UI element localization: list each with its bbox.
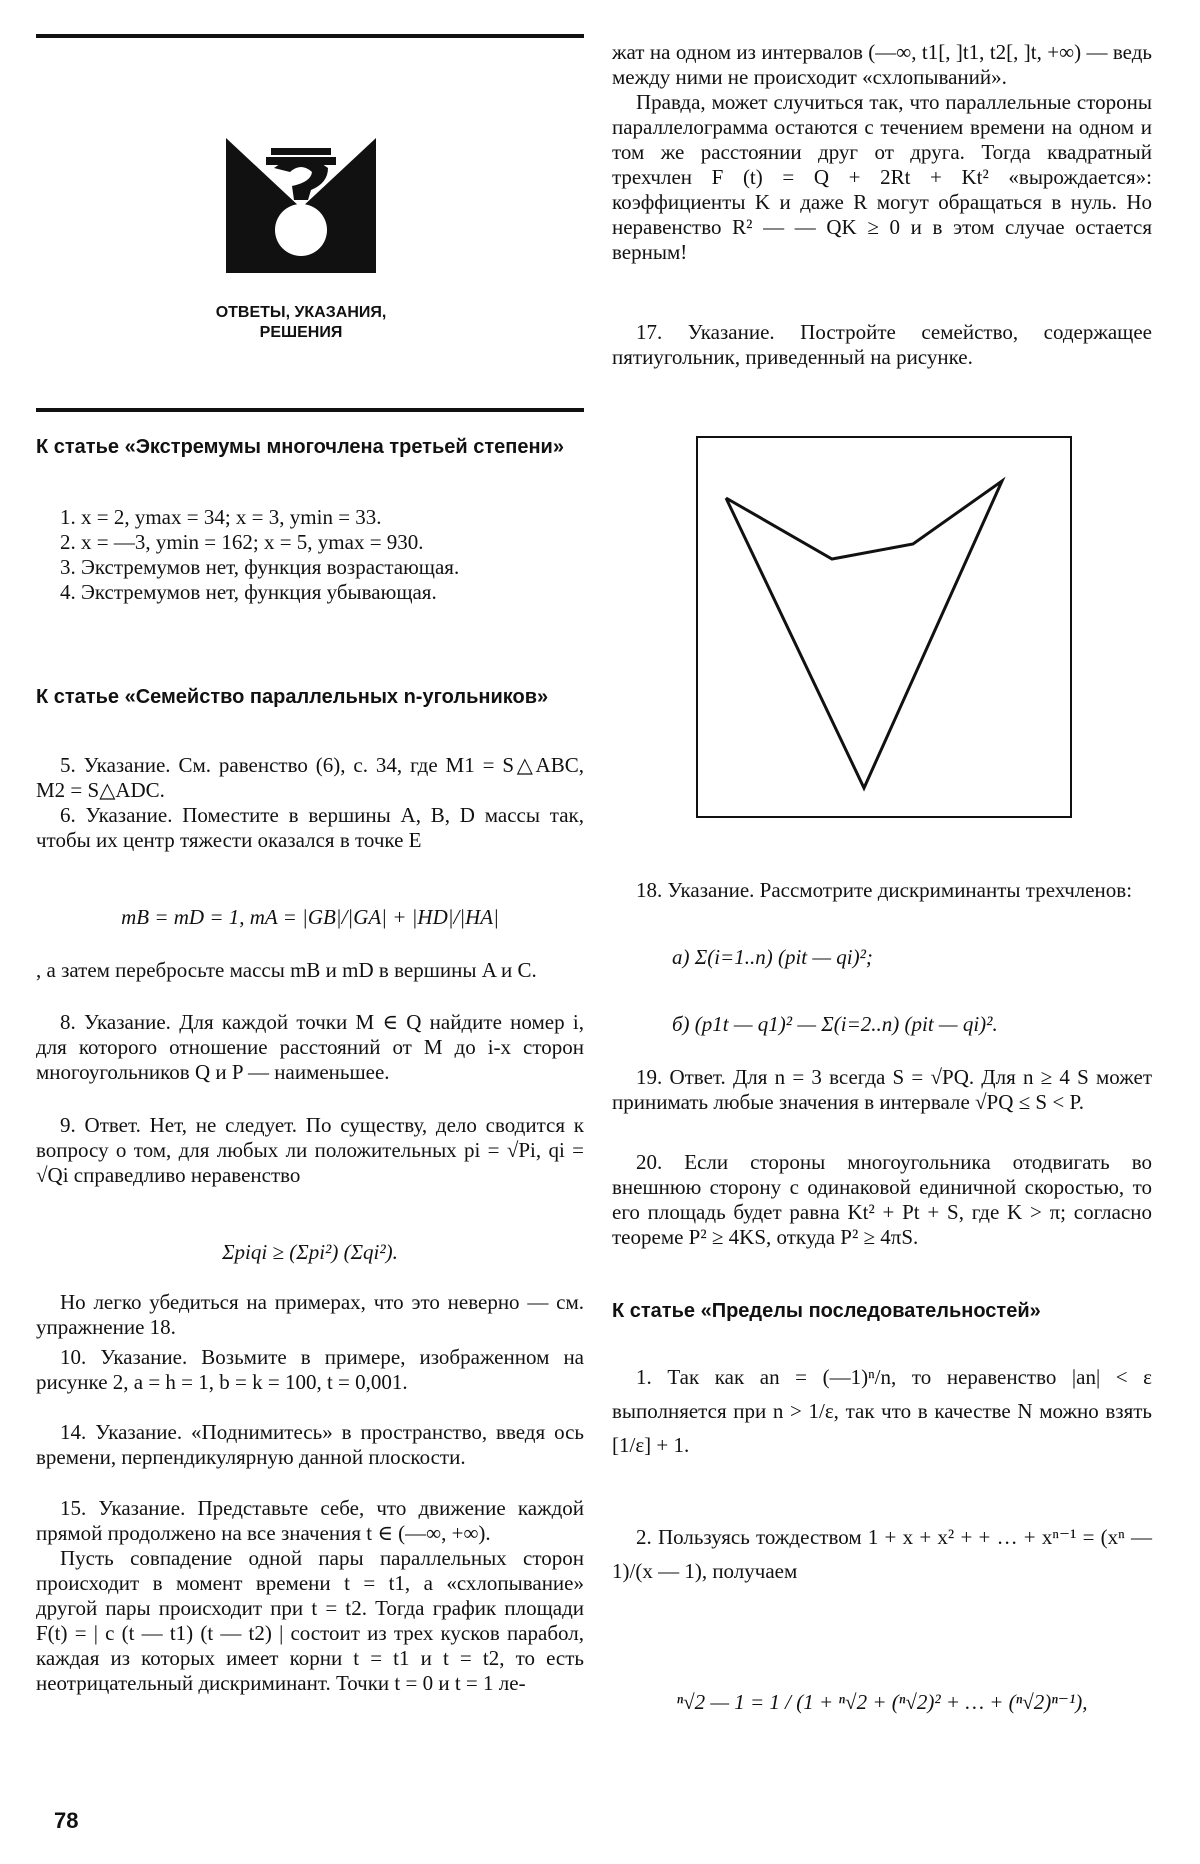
pentagon-figure-svg	[696, 436, 1072, 818]
answer-1: 1. x = 2, ymax = 34; x = 3, ymin = 33. 2. x = —3, ymin = 162; x = 5, ymax = 930. 3. Экстремумов нет, функция возрастающая. 4. Экстремумов нет, функция убывающая.	[60, 505, 460, 604]
answer-17: 17. Указание. Постройте семейство, содержащее пятиугольник, приведенный на рисунке.	[612, 320, 1152, 369]
answer-limits-1: 1. Так как an = (—1)ⁿ/n, то неравенство |an| < ε выполняется при n > 1/ε, так что в качестве N можно взять [1/ε] + 1.	[612, 1365, 1152, 1457]
article-heading-limits: К статье «Пределы последовательностей»	[612, 1300, 1041, 1322]
article-heading-extremes: К статье «Экстремумы многочлена третьей степени»	[36, 436, 564, 458]
answer-10: 10. Указание. Возьмите в примере, изображенном на рисунке 2, a = h = 1, b = k = 100, t = 0,001.	[36, 1345, 584, 1394]
section-logo	[226, 138, 376, 273]
answer-18-a: а) Σ(i=1..n) (pit — qi)²;	[672, 945, 873, 969]
answer-19: 19. Ответ. Для n = 3 всегда S = √PQ. Для n ≥ 4 S может принимать любые значения в интервале √PQ ≤ S < P.	[612, 1065, 1152, 1114]
answer-9: 9. Ответ. Нет, не следует. По существу, дело сводится к вопросу о том, для любых ли положительных pi = √Pi, qi = √Qi справедливо неравенство	[36, 1113, 584, 1187]
answer-14: 14. Указание. «Поднимитесь» в пространство, введя ось времени, перпендикулярную данной плоскости.	[36, 1420, 584, 1469]
article-heading-polygons: К статье «Семейство параллельных n-угольников»	[36, 686, 549, 708]
formula-9: Σpiqi ≥ (Σpi²) (Σqi²).	[222, 1240, 398, 1264]
formula-limits-2: ⁿ√2 — 1 = 1 / (1 + ⁿ√2 + (ⁿ√2)² + … + (ⁿ√2)ⁿ⁻¹),	[676, 1690, 1088, 1714]
answer-8: 8. Указание. Для каждой точки M ∈ Q найдите номер i, для которого отношение расстояний от M до i-х сторон многоугольников Q и P — наименьшее.	[36, 1010, 584, 1084]
header-rule	[36, 408, 584, 412]
answer-5: 5. Указание. См. равенство (6), с. 34, где M1 = S△ABC, M2 = S△ADC. 6. Указание. Поместите в вершины A, B, D массы так, чтобы их центр тяжести оказался в точке E	[36, 753, 584, 852]
answer-15: 15. Указание. Представьте себе, что движение каждой прямой продолжено на все значения t ∈ (—∞, +∞). Пусть совпадение одной пары параллельных сторон происходит в момент времени t = t1, а «схлопывание» другой пары происходит при t = t2. Тогда график площади F(t) = | c (t — t1) (t — t2) | состоит из трех кусков парабол, каждая из которых имеет корни t = t1 и t = t2, то есть неотрицательный дискриминант. Точки t = 0 и t = 1 ле-	[36, 1496, 584, 1695]
answer-18-b: б) (p1t — q1)² — Σ(i=2..n) (pit — qi)².	[672, 1012, 998, 1036]
answer-limits-2: 2. Пользуясь тождеством 1 + x + x² + + … + xⁿ⁻¹ = (xⁿ — 1)/(x — 1), получаем	[612, 1525, 1152, 1583]
section-title: ОТВЕТЫ, УКАЗАНИЯ, РЕШЕНИЯ	[215, 304, 387, 341]
answer-9-note: Но легко убедиться на примерах, что это неверно — см. упражнение 18.	[36, 1290, 584, 1339]
page-number: 78	[54, 1808, 79, 1833]
pentagon-figure	[696, 436, 1072, 818]
answer-6-tail: , а затем перебросьте массы mB и mD в вершины A и C.	[36, 958, 537, 982]
answer-18: 18. Указание. Рассмотрите дискриминанты трехчленов:	[636, 878, 1133, 902]
answer-15-cont: жат на одном из интервалов (—∞, t1[, ]t1, t2[, ]t, +∞) — ведь между ними не происходит «схлопываний». Правда, может случиться так, что параллельные стороны параллелограмма остаются с течением времени на одном и том же расстоянии друг от друга. Тогда квадратный трехчлен F (t) = Q + 2Rt + Kt² «вырождается»: коэффициенты K и даже R могут обращаться в нуль. Но неравенство R² — — QK ≥ 0 и в этом случае остается верным!	[612, 40, 1152, 264]
answer-6-formula: mB = mD = 1, mA = |GB|/|GA| + |HD|/|HA|	[121, 905, 499, 929]
top-rule	[36, 34, 584, 38]
question-logo-icon	[226, 138, 376, 273]
answer-20: 20. Если стороны многоугольника отодвигать во внешнюю сторону с одинаковой единичной скоростью, то его площадь будет равна Kt² + Pt + S, где K > π; согласно теореме P² ≥ 4KS, откуда P² ≥ 4πS.	[612, 1150, 1152, 1249]
